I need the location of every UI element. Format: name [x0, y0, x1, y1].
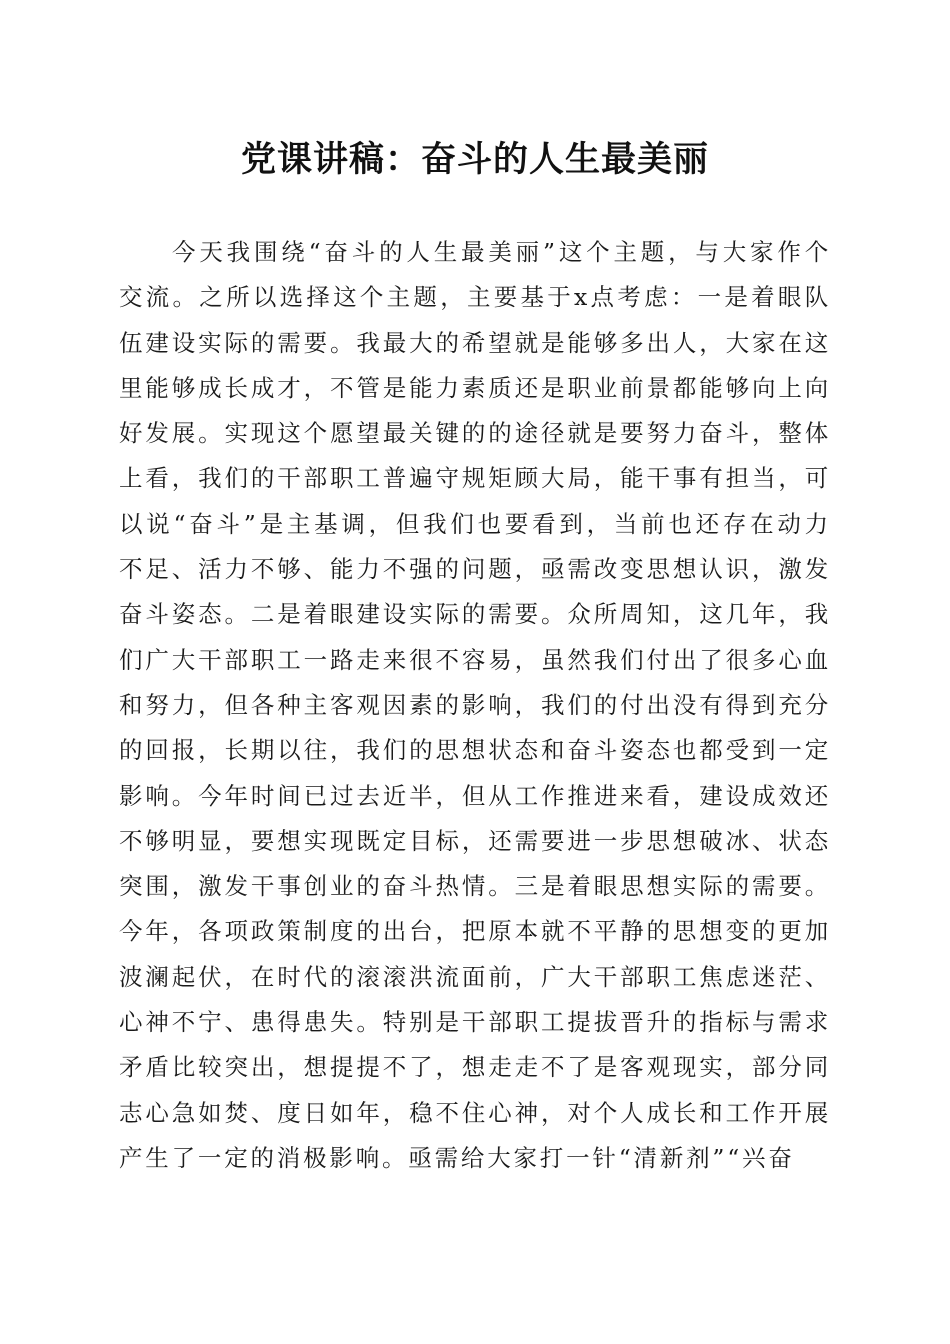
body-paragraph: 今天我围绕“奋斗的人生最美丽”这个主题，与大家作个交流。之所以选择这个主题，主要基于x点考虑：一是着眼队伍建设实际的需要。我最大的希望就是能够多出人，大家在这里能够成长成才，不管是能力素质还是职业前景都能够向上向好发展。实现这个愿望最关键的的途径就是要努力奋斗，整体上看，我们的干部职工普遍守规矩顾大局，能干事有担当，可以说“奋斗”是主基调，但我们也要看到，当前也还存在动力不足、活力不够、能力不强的问题，亟需改变思想认识，激发奋斗姿态。二是着眼建设实际的需要。众所周知，这几年，我们广大干部职工一路走来很不容易，虽然我们付出了很多心血和努力，但各种主客观因素的影响，我们的付出没有得到充分的回报，长期以往，我们的思想状态和奋斗姿态也都受到一定影响。今年时间已过去近半，但从工作推进来看，建设成效还不够明显，要想实现既定目标，还需要进一步思想破冰、状态突围，激发干事创业的奋斗热情。三是着眼思想实际的需要。今年，各项政策制度的出台，把原本就不平静的思想变的更加波澜起伏，在时代的滚滚洪流面前，广大干部职工焦虑迷茫、心神不宁、患得患失。特别是干部职工提拔晋升的指标与需求矛盾比较突出，想提提不了，想走走不了是客观现实，部分同志心急如焚、度日如年，稳不住心神，对个人成长和工作开展产生了一定的消极影响。亟需给大家打一针“清新剂”“兴奋	[119, 238, 831, 1172]
document-title: 党课讲稿：奋斗的人生最美丽	[240, 139, 709, 180]
